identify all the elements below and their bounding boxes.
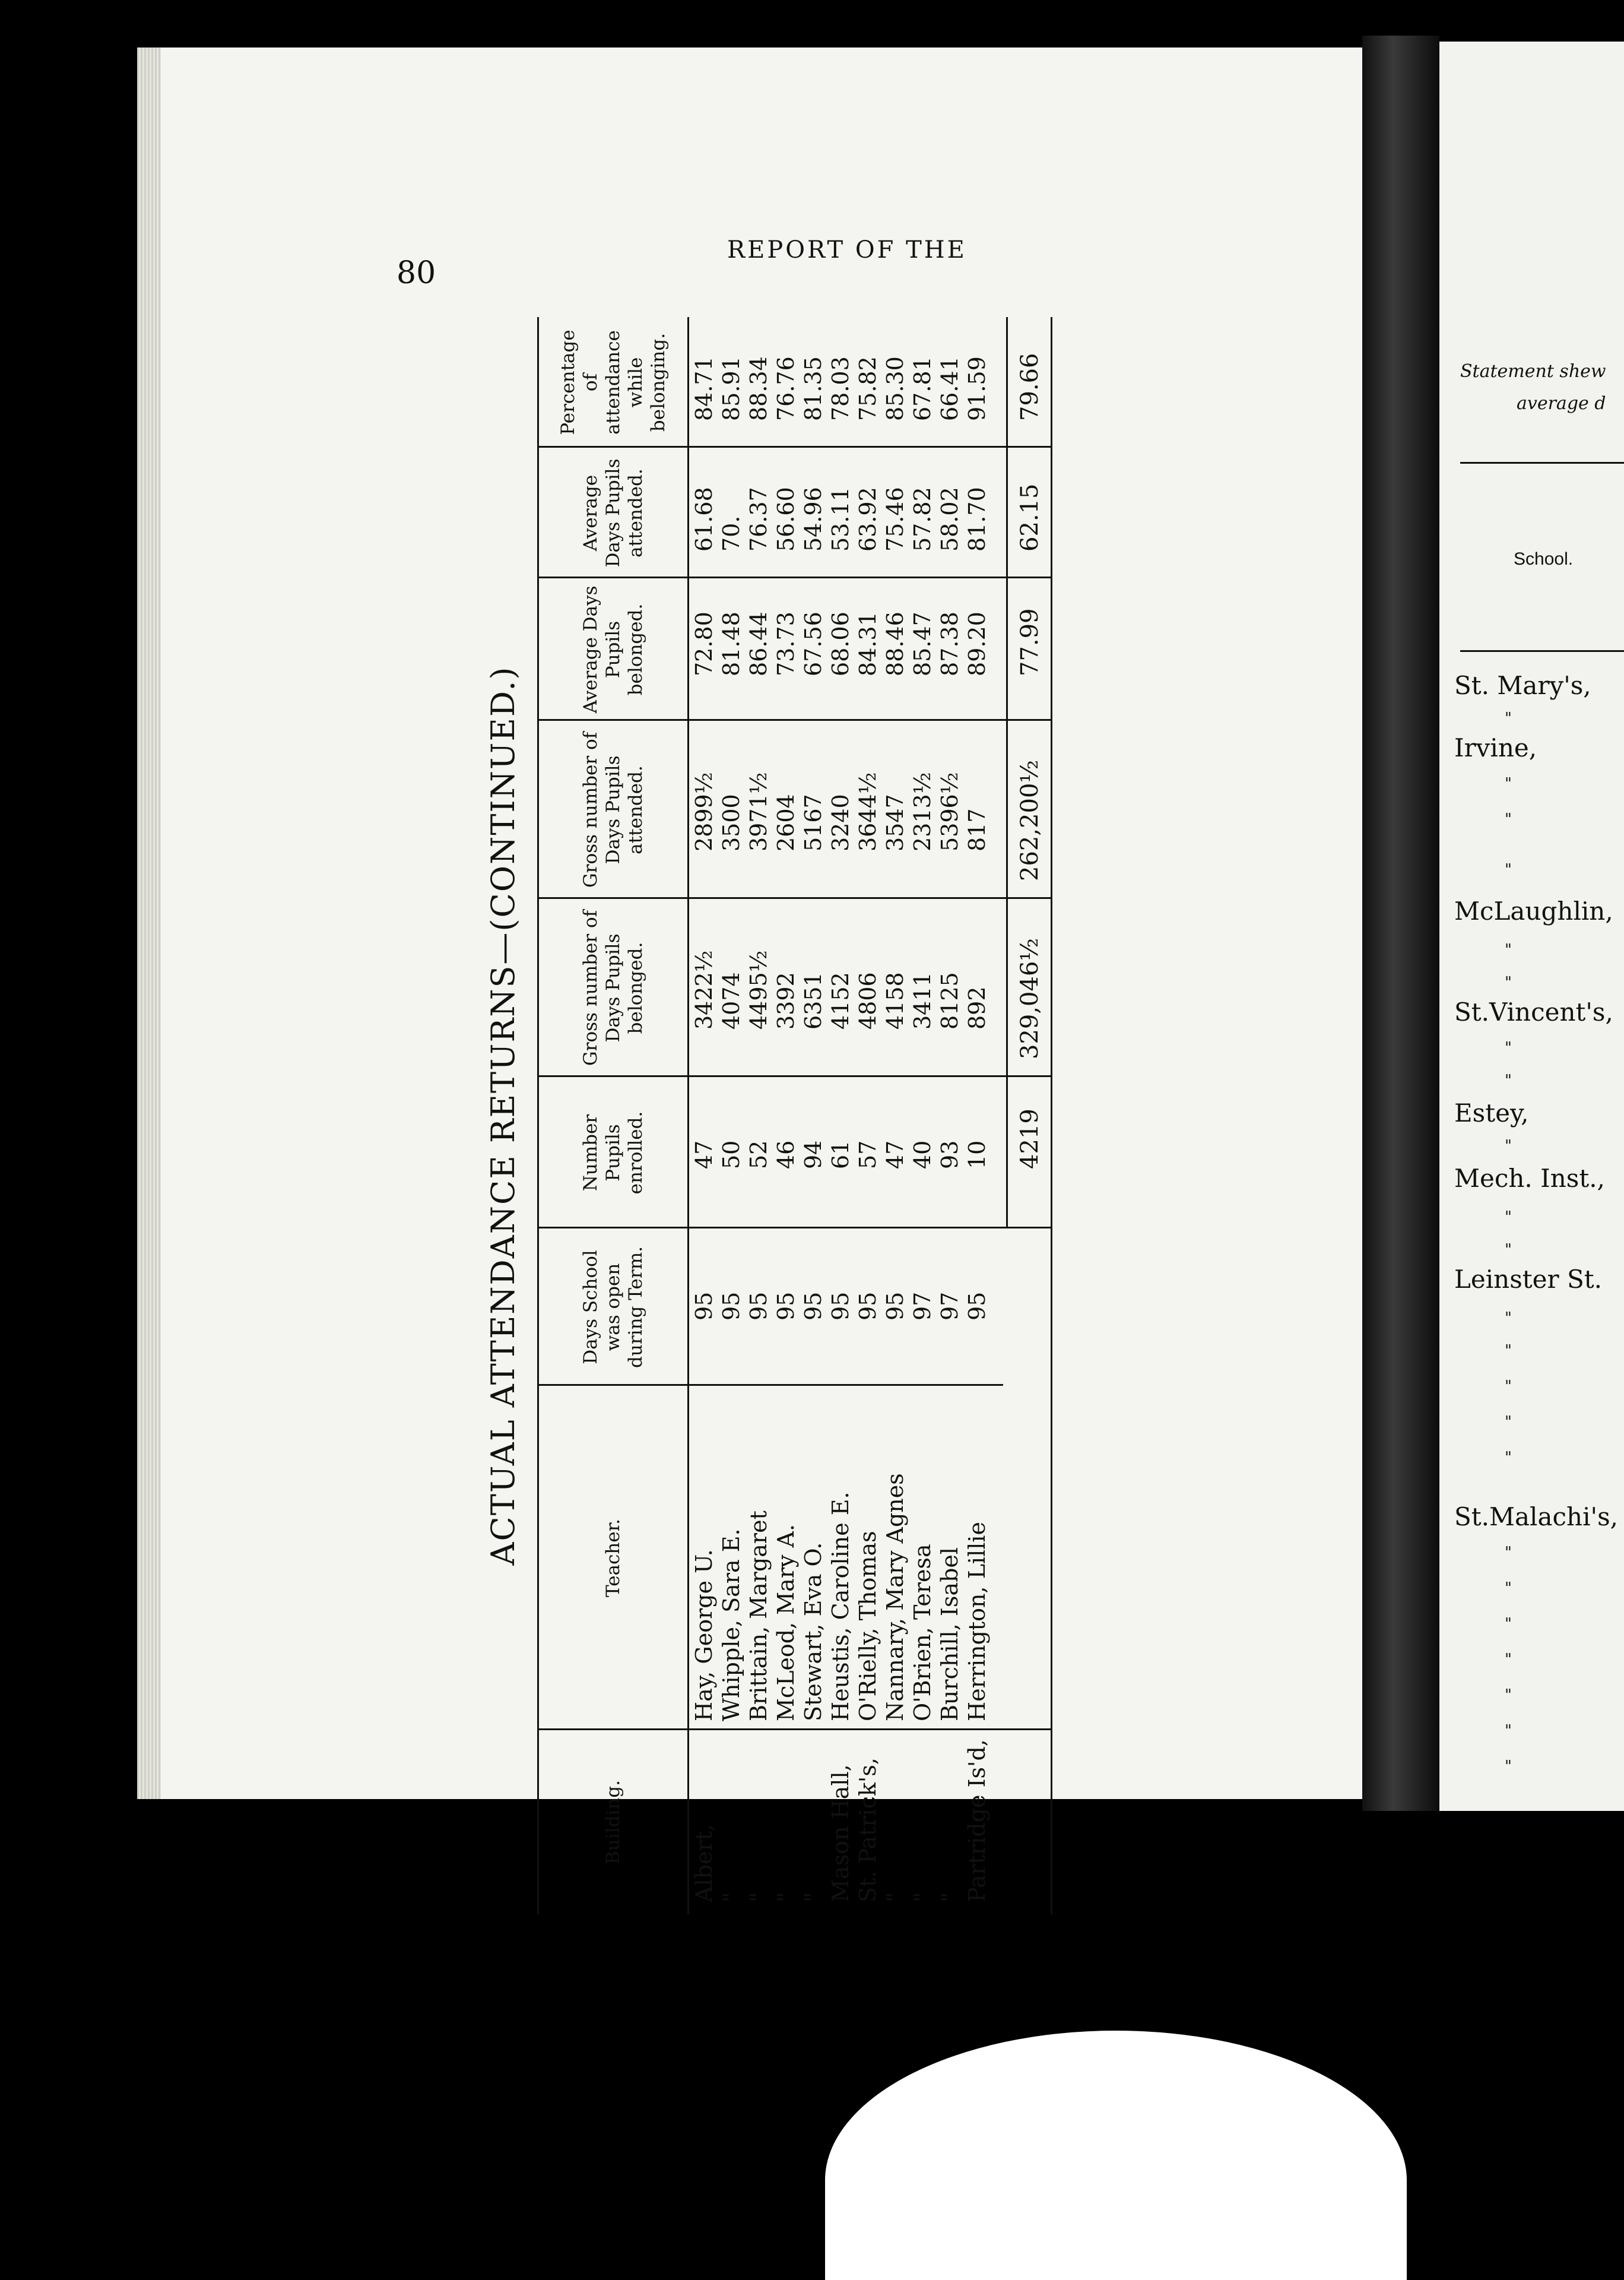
ditto-mark: ": [1505, 1072, 1512, 1090]
ditto-mark: ": [1505, 974, 1512, 992]
right-entry: Mech. Inst.,: [1454, 1164, 1605, 1193]
avg-belonged-cell: 86.44: [746, 612, 772, 676]
gross-attended-cell: 817: [964, 808, 990, 851]
ditto-mark: ": [1505, 1544, 1512, 1562]
scanner-glare: [825, 2031, 1407, 2280]
table-row: [827, 317, 854, 1914]
ditto-mark: ": [1505, 1722, 1512, 1740]
avg-belonged-cell: 73.73: [773, 612, 799, 676]
ditto-mark: ": [1505, 810, 1512, 828]
gross-attended-cell: 2899½: [691, 772, 717, 851]
table-row: [909, 317, 936, 1914]
gross-attended-cell: 5167: [800, 794, 826, 851]
avg-attended-cell: 70.: [718, 515, 744, 552]
enrolled-cell: 50: [718, 1140, 744, 1169]
right-entry: McLaughlin,: [1454, 897, 1613, 926]
avg-attended-cell: 57.82: [909, 487, 935, 552]
gross-belonged-cell: 4495½: [746, 950, 772, 1030]
ditto-mark: ": [1505, 1615, 1512, 1633]
right-rule: [1460, 650, 1624, 652]
page-edge: [137, 48, 161, 1799]
building-cell: ": [800, 1892, 826, 1902]
avg-belonged-cell: 85.47: [909, 612, 935, 676]
header-teacher: Teacher.: [602, 1518, 624, 1598]
avg-attended-cell: 54.96: [800, 487, 826, 552]
building-cell: ": [882, 1892, 908, 1902]
avg-attended-cell: 76.37: [746, 487, 772, 552]
right-entry: Estey,: [1454, 1098, 1529, 1128]
enrolled-cell: 46: [773, 1140, 799, 1169]
teacher-cell: Whipple, Sara E.: [718, 1528, 744, 1721]
avg-belonged-cell: 88.46: [882, 612, 908, 676]
header-building: Building.: [602, 1780, 624, 1864]
avg-attended-cell: 58.02: [937, 487, 963, 552]
gross-attended-cell: 3644½: [855, 772, 881, 851]
days-cell: 95: [855, 1291, 881, 1320]
avg-belonged-cell: 87.38: [937, 612, 963, 676]
percentage-cell: 78.03: [827, 356, 854, 421]
right-entry: St. Mary's,: [1454, 671, 1591, 700]
right-rule: [1460, 462, 1624, 464]
enrolled-cell: 61: [827, 1140, 854, 1169]
percentage-cell: 88.34: [746, 356, 772, 421]
teacher-cell: Burchill, Isabel: [937, 1547, 963, 1721]
ditto-mark: ": [1505, 775, 1512, 793]
ditto-mark: ": [1505, 710, 1512, 727]
teacher-cell: Herrington, Lillie: [964, 1521, 990, 1721]
gross-belonged-cell: 8125: [937, 972, 963, 1030]
enrolled-cell: 47: [691, 1140, 717, 1169]
running-head: REPORT OF THE: [727, 236, 967, 264]
building-cell: Partridge Is'd,: [964, 1739, 990, 1902]
table-row: [963, 317, 991, 1914]
ditto-mark: ": [1505, 1342, 1512, 1360]
ditto-mark: ": [1505, 1758, 1512, 1775]
total-enrolled: 4219: [1016, 1109, 1043, 1169]
table-title: ACTUAL ATTENDANCE RETURNS—(CONTINUED.): [484, 666, 522, 1566]
teacher-cell: Brittain, Margaret: [746, 1510, 772, 1721]
book-gutter: [1362, 36, 1439, 1811]
gross-attended-cell: 3547: [882, 794, 908, 851]
percentage-cell: 66.41: [937, 356, 963, 421]
avg-belonged-cell: 68.06: [827, 612, 854, 676]
gross-attended-cell: 3500: [718, 794, 744, 851]
days-cell: 95: [827, 1291, 854, 1320]
percentage-cell: 85.30: [882, 356, 908, 421]
days-cell: 95: [964, 1291, 990, 1320]
right-entry: St.Vincent's,: [1454, 998, 1613, 1027]
gross-belonged-cell: 4158: [882, 972, 908, 1030]
days-cell: 97: [909, 1291, 935, 1320]
enrolled-cell: 94: [800, 1140, 826, 1169]
ditto-mark: ": [1505, 1413, 1512, 1431]
gross-belonged-cell: 892: [964, 986, 990, 1030]
right-entry: Irvine,: [1454, 733, 1537, 762]
teacher-cell: Stewart, Eva O.: [800, 1542, 826, 1721]
gross-attended-cell: 3971½: [746, 772, 772, 851]
avg-belonged-cell: 67.56: [800, 612, 826, 676]
ditto-mark: ": [1505, 1208, 1512, 1226]
header-enrolled: Number Pupils enrolled.: [580, 1111, 646, 1195]
avg-belonged-cell: 89.20: [964, 612, 990, 676]
right-school-header: School.: [1514, 549, 1574, 569]
ditto-mark: ": [1505, 1651, 1512, 1668]
teacher-cell: Hay, George U.: [691, 1549, 717, 1721]
table-header: [537, 317, 689, 1914]
percentage-cell: 84.71: [691, 356, 717, 421]
building-cell: Albert,: [691, 1824, 717, 1902]
teacher-cell: Heustis, Caroline E.: [827, 1492, 854, 1721]
gross-belonged-cell: 6351: [800, 972, 826, 1030]
teacher-cell: Nannary, Mary Agnes: [882, 1473, 908, 1721]
ditto-mark: ": [1505, 1137, 1512, 1155]
building-cell: ": [773, 1892, 799, 1902]
ditto-mark: ": [1505, 1309, 1512, 1327]
table-row: [745, 317, 772, 1914]
percentage-cell: 75.82: [855, 356, 881, 421]
total-avg-belonged: 77.99: [1016, 608, 1043, 676]
gross-belonged-cell: 3392: [773, 972, 799, 1030]
enrolled-cell: 52: [746, 1140, 772, 1169]
right-entry: Leinster St.: [1454, 1265, 1602, 1294]
table-body: [687, 317, 996, 1914]
percentage-cell: 76.76: [773, 356, 799, 421]
right-caption-2: average d: [1517, 393, 1606, 414]
building-cell: ": [746, 1892, 772, 1902]
header-gross-attended: Gross number of Days Pupils attended.: [580, 732, 646, 888]
ditto-mark: ": [1505, 1579, 1512, 1597]
totals-row: [1009, 317, 1052, 1914]
table-row: [854, 317, 881, 1914]
building-cell: St. Patrick's,: [855, 1758, 881, 1902]
ditto-mark: ": [1505, 941, 1512, 959]
avg-attended-cell: 56.60: [773, 487, 799, 552]
header-days-open: Days School was open during Term.: [580, 1246, 646, 1368]
table-row: [800, 317, 827, 1914]
header-percentage: Percentage of attendance while belonging.: [557, 330, 669, 435]
days-cell: 95: [691, 1291, 717, 1320]
teacher-cell: McLeod, Mary A.: [773, 1524, 799, 1721]
header-avg-attended: Average Days Pupils attended.: [580, 458, 646, 568]
page-number: 80: [397, 255, 436, 291]
percentage-cell: 91.59: [964, 356, 990, 421]
avg-attended-cell: 61.68: [691, 487, 717, 552]
right-caption: Statement shew: [1460, 361, 1606, 382]
gross-belonged-cell: 4806: [855, 972, 881, 1030]
right-page: [1439, 42, 1624, 1811]
table-row: [718, 317, 745, 1914]
right-entry: St.Malachi's,: [1454, 1502, 1618, 1531]
days-cell: 95: [746, 1291, 772, 1320]
avg-belonged-cell: 72.80: [691, 612, 717, 676]
avg-attended-cell: 81.70: [964, 487, 990, 552]
percentage-cell: 67.81: [909, 356, 935, 421]
enrolled-cell: 40: [909, 1140, 935, 1169]
days-cell: 95: [773, 1291, 799, 1320]
percentage-cell: 81.35: [800, 356, 826, 421]
avg-attended-cell: 53.11: [827, 487, 854, 552]
avg-belonged-cell: 84.31: [855, 612, 881, 676]
total-percentage: 79.66: [1016, 353, 1043, 421]
table-row: [881, 317, 909, 1914]
building-cell: Mason Hall,: [827, 1764, 854, 1902]
attendance-table: [475, 317, 1107, 1914]
gross-attended-cell: 3240: [827, 794, 854, 851]
table-row: [690, 317, 718, 1914]
days-cell: 95: [718, 1291, 744, 1320]
teacher-cell: O'Brien, Teresa: [909, 1544, 935, 1721]
building-cell: ": [909, 1892, 935, 1902]
days-cell: 95: [882, 1291, 908, 1320]
totals-rule: [1006, 317, 1008, 1228]
ditto-mark: ": [1505, 1449, 1512, 1467]
total-gross-attended: 262,200½: [1016, 759, 1043, 881]
gross-attended-cell: 2313½: [909, 772, 935, 851]
days-cell: 97: [937, 1291, 963, 1320]
enrolled-cell: 10: [964, 1140, 990, 1169]
avg-attended-cell: 63.92: [855, 487, 881, 552]
ditto-mark: ": [1505, 1378, 1512, 1395]
days-cell: 95: [800, 1291, 826, 1320]
header-gross-belonged: Gross number of Days Pupils belonged.: [580, 910, 646, 1066]
building-cell: ": [937, 1892, 963, 1902]
gross-belonged-cell: 4074: [718, 972, 744, 1030]
enrolled-cell: 57: [855, 1140, 881, 1169]
table-row: [936, 317, 963, 1914]
gross-belonged-cell: 3411: [909, 972, 935, 1030]
header-avg-belonged: Average Days Pupils belonged.: [580, 585, 646, 714]
ditto-mark: ": [1505, 1241, 1512, 1259]
ditto-mark: ": [1505, 1686, 1512, 1704]
gross-belonged-cell: 3422½: [691, 950, 717, 1030]
avg-attended-cell: 75.46: [882, 487, 908, 552]
total-avg-attended: 62.15: [1016, 483, 1043, 552]
gross-attended-cell: 5396½: [937, 772, 963, 851]
teacher-cell: O'Rielly, Thomas: [855, 1531, 881, 1721]
total-gross-belonged: 329,046½: [1016, 938, 1043, 1059]
enrolled-cell: 93: [937, 1140, 963, 1169]
percentage-cell: 85.91: [718, 356, 744, 421]
table-row: [772, 317, 800, 1914]
ditto-mark: ": [1505, 861, 1512, 879]
building-cell: ": [718, 1892, 744, 1902]
enrolled-cell: 47: [882, 1140, 908, 1169]
ditto-mark: ": [1505, 1039, 1512, 1057]
gross-attended-cell: 2604: [773, 794, 799, 851]
gross-belonged-cell: 4152: [827, 972, 854, 1030]
avg-belonged-cell: 81.48: [718, 612, 744, 676]
